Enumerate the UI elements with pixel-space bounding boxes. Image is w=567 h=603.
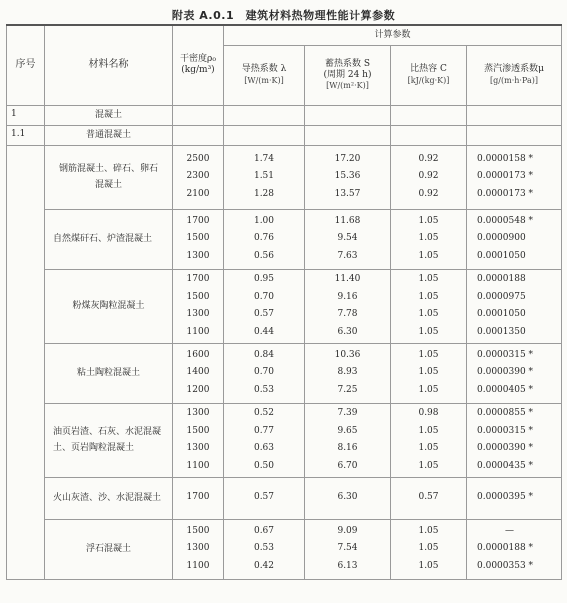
table-cell-value: 1.05	[418, 560, 439, 571]
specific-heat-values	[391, 343, 467, 403]
table-cell-value: 0.0000173 *	[477, 171, 534, 182]
material-group-row	[7, 209, 562, 269]
header-conductivity-label: 导热系数 λ	[241, 64, 287, 75]
density-values	[173, 145, 224, 209]
table-cell-value: 0.70	[253, 291, 275, 302]
header-conductivity	[224, 45, 305, 105]
header-conductivity-unit: [W/(m·K)]	[244, 75, 284, 85]
table-cell-value: 13.57	[334, 188, 361, 199]
table-cell-value: 0.0000390 *	[477, 367, 534, 378]
vapor-values	[467, 269, 562, 343]
table-cell-value: 6.13	[337, 560, 358, 571]
table-cell-value: 9.65	[337, 425, 358, 436]
material-name: 粘土陶粒混凝土	[45, 343, 173, 403]
table-cell-value: 1500	[186, 425, 210, 436]
table-cell-value: 1500	[186, 525, 210, 536]
header-specific-heat-label: 比热容 C	[410, 64, 447, 75]
material-name: 粉煤灰陶粒混凝土	[45, 269, 173, 343]
table-cell-value: 0.67	[253, 525, 275, 536]
table-cell-value: 1.05	[418, 309, 439, 319]
table-cell-value: 0.0000315 *	[477, 349, 534, 360]
table-cell-value: 1.05	[418, 250, 439, 261]
table-cell-value: 1700	[186, 215, 210, 226]
section-row	[7, 105, 562, 125]
specific-heat-values	[391, 145, 467, 209]
table-cell-value: 0.0000315 *	[477, 425, 534, 436]
table-cell-value: 8.93	[337, 367, 358, 378]
density-values	[173, 519, 224, 579]
table-cell-value: 9.16	[337, 291, 358, 302]
table-cell-value: 17.20	[334, 153, 361, 164]
table-cell-value: 0.57	[253, 492, 275, 503]
conductivity-values	[224, 477, 305, 519]
section-name: 混凝土	[45, 105, 173, 125]
header-specific-heat	[391, 45, 467, 105]
header-storage	[305, 45, 391, 105]
table-cell-value: 0.77	[253, 425, 275, 436]
storage-values	[305, 145, 391, 209]
specific-heat-values	[391, 269, 467, 343]
table-cell-value: 1.05	[418, 274, 439, 284]
material-name: 自然煤矸石、炉渣混凝土	[45, 209, 173, 269]
table-cell-value: 0.0001050	[477, 309, 526, 319]
table-cell-value: 0.0000435 *	[477, 460, 534, 471]
storage-values	[305, 343, 391, 403]
table-cell-value: 1500	[186, 233, 210, 244]
table-cell-value: 7.63	[337, 250, 358, 261]
table-cell-value: 1400	[186, 367, 210, 378]
storage-values	[305, 519, 391, 579]
table-cell-value: 0.57	[418, 492, 439, 503]
table-cell-value: 0.92	[418, 153, 439, 164]
table-cell-value: 6.30	[337, 326, 358, 337]
section-seq: 1	[7, 105, 45, 125]
table-cell-value: 0.92	[418, 188, 439, 199]
table-cell-value: 0.0000353 *	[477, 560, 534, 571]
material-name: 火山灰渣、沙、水泥混凝土	[45, 477, 173, 519]
storage-values	[305, 403, 391, 477]
table-cell-value: 0.42	[253, 560, 275, 571]
table-cell-value: 0.50	[253, 460, 275, 471]
table-cell-value: 1.28	[253, 188, 275, 199]
seq-empty-cell	[7, 145, 45, 579]
subsection-row	[7, 125, 562, 145]
table-cell-value: 11.40	[334, 274, 361, 284]
table-cell-value: 1.05	[418, 443, 439, 453]
header-storage-unit: [W/(m²·K)]	[326, 81, 369, 91]
specific-heat-values	[391, 209, 467, 269]
table-cell-value: 0.0000405 *	[477, 384, 534, 395]
table-cell-value: 0.70	[253, 367, 275, 378]
vapor-values	[467, 519, 562, 579]
table-cell-value: 0.0000188	[477, 274, 526, 284]
conductivity-values	[224, 519, 305, 579]
vapor-values	[467, 209, 562, 269]
table-cell-value: 1700	[186, 274, 210, 284]
material-group-row	[7, 477, 562, 519]
table-cell-value: 0.0000390 *	[477, 443, 534, 453]
table-cell-value: 1600	[186, 349, 210, 360]
table-cell-value: 0.52	[253, 408, 275, 418]
table-cell-value: 2100	[186, 188, 210, 199]
table-cell-value: 1.00	[253, 215, 275, 226]
table-cell-value: 1100	[186, 326, 210, 337]
conductivity-values	[224, 403, 305, 477]
table-cell-value: 0.0000173 *	[477, 188, 534, 199]
table-cell-value: 7.78	[337, 309, 358, 319]
table-cell-value: 0.0000158 *	[477, 153, 534, 164]
table-cell-value: 1100	[186, 460, 210, 471]
conductivity-values	[224, 343, 305, 403]
header-density-label: 干密度ρ₀	[180, 54, 216, 64]
table-cell-value: 9.54	[337, 233, 358, 244]
table-cell-value: 0.0000395 *	[477, 492, 534, 503]
table-cell-value: 1300	[186, 443, 210, 453]
specific-heat-values	[391, 403, 467, 477]
table-cell-value: 0.0000900	[477, 233, 526, 244]
table-cell-value: 9.09	[337, 525, 358, 536]
header-storage-sub: (周期 24 h)	[323, 70, 372, 80]
table-cell-value: 0.57	[253, 309, 275, 319]
table-cell-value: 1.05	[418, 384, 439, 395]
table-cell-value: 1.05	[418, 291, 439, 302]
table-cell-value: 8.16	[337, 443, 358, 453]
conductivity-values	[224, 269, 305, 343]
material-group-row	[7, 403, 562, 477]
table-cell-value: 2500	[186, 153, 210, 164]
table-cell-value: 0.56	[253, 250, 275, 261]
table-cell-value: 7.54	[337, 543, 358, 554]
header-specific-heat-unit: [kJ/(kg·K)]	[407, 75, 450, 85]
table-cell-value: 0.98	[418, 408, 439, 418]
table-cell-value: 1300	[186, 408, 210, 418]
table-cell-value: 1.05	[418, 233, 439, 244]
vapor-values	[467, 403, 562, 477]
header-calc-params: 计算参数	[224, 25, 562, 45]
table-cell-value: 0.0001050	[477, 250, 526, 261]
density-values	[173, 477, 224, 519]
table-cell-value: 6.30	[337, 492, 358, 503]
table-cell-value: 1.51	[253, 171, 275, 182]
table-cell-value: 1.74	[253, 153, 275, 164]
table-cell-value: 1.05	[418, 543, 439, 554]
density-values	[173, 209, 224, 269]
material-name: 油页岩渣、石灰、水泥混凝土、页岩陶粒混凝土	[45, 403, 173, 477]
material-table	[6, 24, 562, 580]
header-seq: 序号	[7, 25, 45, 105]
subsection-name: 普通混凝土	[45, 125, 173, 145]
table-cell-value: 0.44	[253, 326, 275, 337]
table-cell-value: 0.0000975	[477, 291, 526, 302]
table-cell-value: 1.05	[418, 525, 439, 536]
table-cell-value: 0.0000548 *	[477, 215, 534, 226]
vapor-values	[467, 477, 562, 519]
density-values	[173, 403, 224, 477]
table-cell-value: 1500	[186, 291, 210, 302]
material-group-row	[7, 269, 562, 343]
table-cell-value: 11.68	[334, 215, 361, 226]
table-cell-value: 0.95	[253, 274, 275, 284]
conductivity-values	[224, 209, 305, 269]
table-cell-value: 2300	[186, 171, 210, 182]
header-vapor	[467, 45, 562, 105]
conductivity-values	[224, 145, 305, 209]
density-values	[173, 343, 224, 403]
table-cell-value: 1.05	[418, 460, 439, 471]
header-vapor-unit: [g/(m·h·Pa)]	[490, 75, 538, 85]
table-cell-value: 1300	[186, 309, 210, 319]
storage-values	[305, 477, 391, 519]
header-name: 材料名称	[45, 25, 173, 105]
density-values	[173, 269, 224, 343]
table-cell-value: 0.0000188 *	[477, 543, 534, 554]
table-cell-value: 0.0000855 *	[477, 408, 534, 418]
table-cell-value: 1300	[186, 543, 210, 554]
table-cell-value: 0.53	[253, 384, 275, 395]
table-cell-value: 0.76	[253, 233, 275, 244]
table-cell-value: 1100	[186, 560, 210, 571]
table-cell-value: 0.84	[253, 349, 275, 360]
material-name: 钢筋混凝土、碎石、卵石混凝土	[45, 145, 173, 209]
material-name: 浮石混凝土	[45, 519, 173, 579]
specific-heat-values	[391, 519, 467, 579]
material-group-row	[7, 343, 562, 403]
table-cell-value: 0.0001350	[477, 326, 526, 337]
header-storage-label: 蓄热系数 S	[324, 58, 371, 69]
table-title: 附表 A.0.1 建筑材料热物理性能计算参数	[171, 9, 396, 22]
vapor-values	[467, 343, 562, 403]
table-cell-value: 7.39	[337, 408, 358, 418]
table-cell-value: 15.36	[334, 171, 361, 182]
header-vapor-label: 蒸汽渗透系数μ	[484, 64, 544, 75]
header-density	[173, 25, 224, 105]
table-cell-value: 7.25	[337, 384, 358, 395]
material-group-row	[7, 519, 562, 579]
table-cell-value: 0.92	[418, 171, 439, 182]
table-cell-value: 1.05	[418, 215, 439, 226]
storage-values	[305, 209, 391, 269]
table-cell-value: 1.05	[418, 425, 439, 436]
table-cell-value: —	[505, 525, 514, 536]
table-cell-value: 1.05	[418, 349, 439, 360]
table-cell-value: 1.05	[418, 326, 439, 337]
table-cell-value: 0.53	[253, 543, 275, 554]
table-cell-value: 0.63	[253, 443, 275, 453]
material-group-row	[7, 145, 562, 209]
subsection-seq: 1.1	[7, 125, 45, 145]
table-cell-value: 6.70	[337, 460, 358, 471]
table-cell-value: 1700	[186, 492, 210, 503]
table-cell-value: 10.36	[334, 349, 361, 360]
table-cell-value: 1300	[186, 250, 210, 261]
storage-values	[305, 269, 391, 343]
specific-heat-values	[391, 477, 467, 519]
table-cell-value: 1.05	[418, 367, 439, 378]
header-density-unit: (kg/m³)	[181, 65, 215, 76]
vapor-values	[467, 145, 562, 209]
table-cell-value: 1200	[186, 384, 210, 395]
